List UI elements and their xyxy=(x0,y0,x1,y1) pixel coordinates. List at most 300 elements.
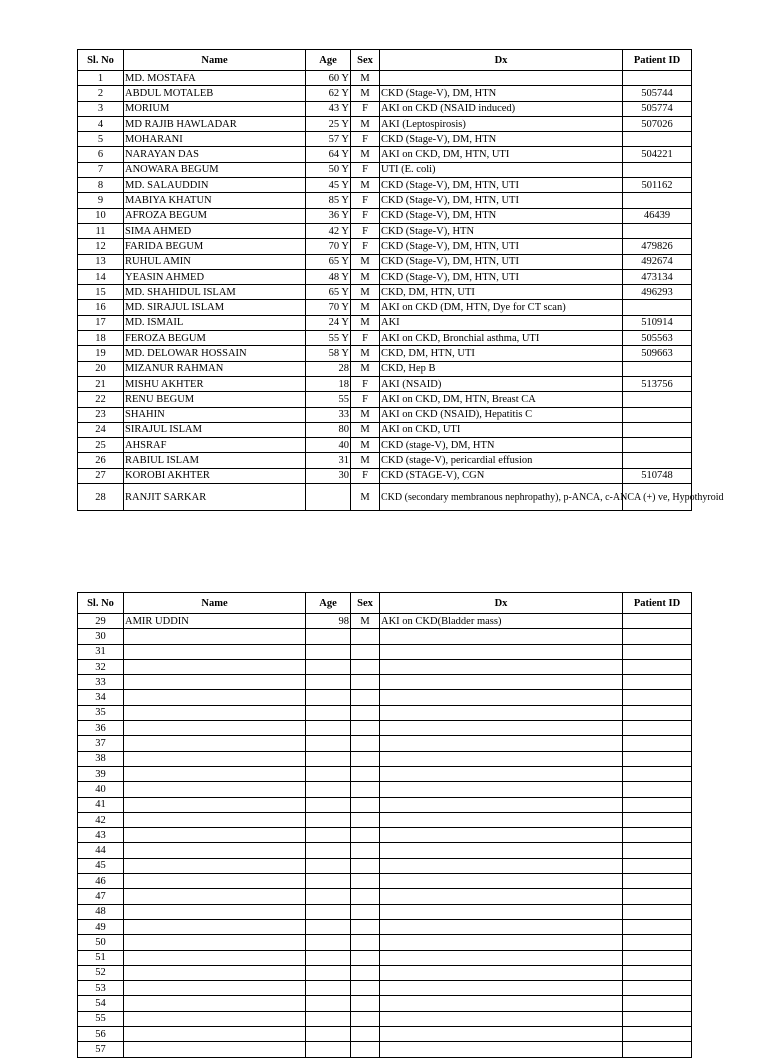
cell-age: 55 Y xyxy=(306,331,351,346)
cell-patient-id xyxy=(623,965,692,980)
cell-age xyxy=(306,950,351,965)
cell-dx xyxy=(380,874,623,889)
cell-sl-no: 6 xyxy=(78,147,124,162)
cell-age xyxy=(306,644,351,659)
cell-age: 64 Y xyxy=(306,147,351,162)
cell-name xyxy=(124,828,306,843)
table-row xyxy=(78,1027,692,1042)
table-row xyxy=(78,315,692,330)
cell-name: YEASIN AHMED xyxy=(124,269,306,284)
header-dx: Dx xyxy=(380,593,623,614)
cell-name: KOROBI AKHTER xyxy=(124,468,306,483)
cell-age: 65 Y xyxy=(306,285,351,300)
cell-age: 28 xyxy=(306,361,351,376)
header-dx: Dx xyxy=(380,50,623,71)
cell-patient-id xyxy=(623,950,692,965)
cell-sex: M xyxy=(351,407,380,422)
cell-sl-no: 4 xyxy=(78,116,124,131)
cell-name xyxy=(124,904,306,919)
cell-sl-no: 45 xyxy=(78,858,124,873)
cell-name xyxy=(124,812,306,827)
patient-table-2 xyxy=(77,592,692,1058)
cell-dx xyxy=(380,629,623,644)
cell-patient-id xyxy=(623,223,692,238)
cell-name xyxy=(124,766,306,781)
cell-dx xyxy=(380,1011,623,1026)
table-row xyxy=(78,904,692,919)
cell-name: AHSRAF xyxy=(124,438,306,453)
table-row xyxy=(78,889,692,904)
cell-patient-id xyxy=(623,675,692,690)
cell-name: SIMA AHMED xyxy=(124,223,306,238)
cell-dx xyxy=(380,965,623,980)
cell-dx: CKD (secondary membranous nephropathy), p-ANCA, c-ANCA (+) ve, Hypothyroid xyxy=(380,484,623,511)
header-name: Name xyxy=(124,50,306,71)
cell-dx xyxy=(380,996,623,1011)
cell-dx xyxy=(380,828,623,843)
cell-dx: AKI on CKD, Bronchial asthma, UTI xyxy=(380,331,623,346)
cell-age xyxy=(306,812,351,827)
cell-patient-id xyxy=(623,874,692,889)
table-row xyxy=(78,965,692,980)
cell-sex xyxy=(351,629,380,644)
cell-age xyxy=(306,874,351,889)
header-patient-id: Patient ID xyxy=(623,50,692,71)
cell-sex: M xyxy=(351,86,380,101)
cell-dx xyxy=(380,797,623,812)
cell-patient-id xyxy=(623,705,692,720)
cell-sl-no: 51 xyxy=(78,950,124,965)
cell-age: 58 Y xyxy=(306,346,351,361)
cell-sex: M xyxy=(351,438,380,453)
cell-age: 40 xyxy=(306,438,351,453)
cell-age: 25 Y xyxy=(306,116,351,131)
cell-dx xyxy=(380,659,623,674)
cell-patient-id: 510748 xyxy=(623,468,692,483)
cell-sl-no: 41 xyxy=(78,797,124,812)
cell-sl-no: 23 xyxy=(78,407,124,422)
table-row xyxy=(78,644,692,659)
table-row xyxy=(78,996,692,1011)
cell-sex xyxy=(351,935,380,950)
cell-sex: M xyxy=(351,422,380,437)
cell-age xyxy=(306,705,351,720)
cell-name xyxy=(124,874,306,889)
cell-patient-id xyxy=(623,629,692,644)
cell-name: NARAYAN DAS xyxy=(124,147,306,162)
cell-patient-id xyxy=(623,438,692,453)
cell-age: 42 Y xyxy=(306,223,351,238)
cell-dx: AKI on CKD, DM, HTN, UTI xyxy=(380,147,623,162)
header-age: Age xyxy=(306,50,351,71)
table-row xyxy=(78,935,692,950)
table-body-2 xyxy=(78,614,692,1058)
table-row xyxy=(78,751,692,766)
cell-patient-id xyxy=(623,614,692,629)
cell-name xyxy=(124,935,306,950)
cell-name xyxy=(124,782,306,797)
cell-name: RABIUL ISLAM xyxy=(124,453,306,468)
cell-sex: F xyxy=(351,208,380,223)
cell-age xyxy=(306,965,351,980)
cell-name xyxy=(124,858,306,873)
cell-patient-id xyxy=(623,644,692,659)
cell-age: 62 Y xyxy=(306,86,351,101)
cell-sex xyxy=(351,1011,380,1026)
table-body-1 xyxy=(78,71,724,511)
cell-patient-id xyxy=(623,736,692,751)
cell-patient-id xyxy=(623,843,692,858)
cell-patient-id: 505744 xyxy=(623,86,692,101)
cell-dx xyxy=(380,690,623,705)
cell-name xyxy=(124,797,306,812)
cell-sl-no: 28 xyxy=(78,484,124,511)
table-row xyxy=(78,269,692,284)
cell-patient-id xyxy=(623,828,692,843)
cell-name xyxy=(124,919,306,934)
cell-sl-no: 11 xyxy=(78,223,124,238)
cell-patient-id xyxy=(623,193,692,208)
cell-patient-id: 504221 xyxy=(623,147,692,162)
cell-name: RUHUL AMIN xyxy=(124,254,306,269)
table-row xyxy=(78,690,692,705)
table-header-row xyxy=(78,593,692,614)
table-row xyxy=(78,736,692,751)
cell-sex xyxy=(351,904,380,919)
cell-sl-no: 32 xyxy=(78,659,124,674)
cell-sl-no: 29 xyxy=(78,614,124,629)
cell-sex xyxy=(351,1027,380,1042)
cell-patient-id xyxy=(623,300,692,315)
cell-sl-no: 13 xyxy=(78,254,124,269)
cell-dx: CKD (Stage-V), DM, HTN, UTI xyxy=(380,178,623,193)
cell-name: SHAHIN xyxy=(124,407,306,422)
cell-dx xyxy=(380,644,623,659)
cell-dx xyxy=(380,904,623,919)
cell-age xyxy=(306,858,351,873)
table-row xyxy=(78,86,692,101)
cell-dx: AKI (NSAID) xyxy=(380,376,623,391)
table-row xyxy=(78,162,692,177)
table-row xyxy=(78,858,692,873)
cell-age: 60 Y xyxy=(306,71,351,86)
cell-dx: CKD (Stage-V), DM, HTN, UTI xyxy=(380,239,623,254)
table-row xyxy=(78,828,692,843)
cell-sex: F xyxy=(351,101,380,116)
cell-sl-no: 50 xyxy=(78,935,124,950)
header-age: Age xyxy=(306,593,351,614)
cell-name xyxy=(124,736,306,751)
cell-dx xyxy=(380,812,623,827)
cell-sl-no: 27 xyxy=(78,468,124,483)
table-row xyxy=(78,659,692,674)
cell-patient-id xyxy=(623,751,692,766)
cell-sex: F xyxy=(351,223,380,238)
cell-age xyxy=(306,981,351,996)
cell-sl-no: 55 xyxy=(78,1011,124,1026)
cell-name: ABDUL MOTALEB xyxy=(124,86,306,101)
cell-name xyxy=(124,981,306,996)
cell-sl-no: 39 xyxy=(78,766,124,781)
cell-sex xyxy=(351,690,380,705)
cell-dx: CKD (Stage-V), DM, HTN xyxy=(380,86,623,101)
cell-age xyxy=(306,659,351,674)
cell-dx: CKD, DM, HTN, UTI xyxy=(380,285,623,300)
cell-dx xyxy=(380,889,623,904)
cell-name: AFROZA BEGUM xyxy=(124,208,306,223)
cell-patient-id xyxy=(623,71,692,86)
cell-name: RANJIT SARKAR xyxy=(124,484,306,511)
cell-age xyxy=(306,782,351,797)
cell-dx xyxy=(380,1042,623,1057)
cell-dx xyxy=(380,751,623,766)
cell-patient-id xyxy=(623,935,692,950)
cell-dx: UTI (E. coli) xyxy=(380,162,623,177)
cell-sl-no: 49 xyxy=(78,919,124,934)
cell-sex xyxy=(351,919,380,934)
table-row xyxy=(78,346,692,361)
cell-name xyxy=(124,629,306,644)
cell-sl-no: 10 xyxy=(78,208,124,223)
cell-patient-id xyxy=(623,904,692,919)
cell-patient-id: 509663 xyxy=(623,346,692,361)
table-row xyxy=(78,950,692,965)
table-row xyxy=(78,361,692,376)
table-row xyxy=(78,392,692,407)
cell-patient-id xyxy=(623,453,692,468)
cell-sex: M xyxy=(351,484,380,511)
cell-sex xyxy=(351,874,380,889)
cell-dx xyxy=(380,935,623,950)
table-row xyxy=(78,438,692,453)
table-row xyxy=(78,484,692,511)
cell-name: MABIYA KHATUN xyxy=(124,193,306,208)
cell-sl-no: 42 xyxy=(78,812,124,827)
cell-sex xyxy=(351,1042,380,1057)
cell-dx: CKD, Hep B xyxy=(380,361,623,376)
cell-sex: M xyxy=(351,71,380,86)
table-row xyxy=(78,812,692,827)
cell-sl-no: 40 xyxy=(78,782,124,797)
cell-age: 50 Y xyxy=(306,162,351,177)
cell-sl-no: 16 xyxy=(78,300,124,315)
table-row xyxy=(78,300,692,315)
cell-sex: F xyxy=(351,331,380,346)
cell-dx: CKD (STAGE-V), CGN xyxy=(380,468,623,483)
cell-name xyxy=(124,659,306,674)
cell-dx: CKD (stage-V), pericardial effusion xyxy=(380,453,623,468)
header-patient-id: Patient ID xyxy=(623,593,692,614)
cell-dx: AKI on CKD, UTI xyxy=(380,422,623,437)
cell-name xyxy=(124,1011,306,1026)
cell-name xyxy=(124,644,306,659)
cell-age: 70 Y xyxy=(306,239,351,254)
cell-patient-id xyxy=(623,858,692,873)
cell-sl-no: 31 xyxy=(78,644,124,659)
cell-sl-no: 56 xyxy=(78,1027,124,1042)
cell-sl-no: 53 xyxy=(78,981,124,996)
table-row xyxy=(78,147,692,162)
cell-sex: F xyxy=(351,132,380,147)
cell-dx: AKI on CKD (NSAID induced) xyxy=(380,101,623,116)
header-name: Name xyxy=(124,593,306,614)
cell-dx: CKD (Stage-V), DM, HTN, UTI xyxy=(380,269,623,284)
cell-name: MISHU AKHTER xyxy=(124,376,306,391)
cell-dx: CKD (Stage-V), DM, HTN xyxy=(380,208,623,223)
cell-sl-no: 35 xyxy=(78,705,124,720)
cell-sl-no: 24 xyxy=(78,422,124,437)
cell-age: 98 xyxy=(306,614,351,629)
cell-sex: M xyxy=(351,269,380,284)
cell-name xyxy=(124,965,306,980)
cell-sl-no: 22 xyxy=(78,392,124,407)
table-row xyxy=(78,843,692,858)
table-row xyxy=(78,1042,692,1057)
cell-age: 80 xyxy=(306,422,351,437)
table-row xyxy=(78,407,692,422)
cell-name: AMIR UDDIN xyxy=(124,614,306,629)
cell-sl-no: 8 xyxy=(78,178,124,193)
cell-sl-no: 3 xyxy=(78,101,124,116)
cell-patient-id xyxy=(623,721,692,736)
cell-age xyxy=(306,675,351,690)
cell-name xyxy=(124,889,306,904)
cell-sex xyxy=(351,644,380,659)
cell-age: 57 Y xyxy=(306,132,351,147)
table-row xyxy=(78,331,692,346)
cell-dx: CKD (Stage-V), DM, HTN, UTI xyxy=(380,254,623,269)
cell-dx xyxy=(380,843,623,858)
cell-patient-id xyxy=(623,407,692,422)
cell-sex: F xyxy=(351,162,380,177)
cell-dx xyxy=(380,981,623,996)
cell-sl-no: 43 xyxy=(78,828,124,843)
cell-sl-no: 17 xyxy=(78,315,124,330)
cell-patient-id xyxy=(623,919,692,934)
table-row xyxy=(78,874,692,889)
cell-dx xyxy=(380,721,623,736)
cell-sex: M xyxy=(351,116,380,131)
table-header-row xyxy=(78,50,692,71)
cell-patient-id xyxy=(623,812,692,827)
cell-dx xyxy=(380,736,623,751)
cell-sl-no: 1 xyxy=(78,71,124,86)
cell-patient-id xyxy=(623,392,692,407)
cell-name xyxy=(124,721,306,736)
table-row xyxy=(78,453,692,468)
table-row xyxy=(78,422,692,437)
cell-age: 24 Y xyxy=(306,315,351,330)
cell-patient-id xyxy=(623,797,692,812)
cell-sex: M xyxy=(351,254,380,269)
cell-name: FEROZA BEGUM xyxy=(124,331,306,346)
cell-sex xyxy=(351,965,380,980)
cell-sl-no: 37 xyxy=(78,736,124,751)
table-row xyxy=(78,101,692,116)
cell-patient-id xyxy=(623,889,692,904)
cell-sl-no: 44 xyxy=(78,843,124,858)
cell-patient-id xyxy=(623,782,692,797)
cell-sl-no: 18 xyxy=(78,331,124,346)
cell-age xyxy=(306,797,351,812)
cell-patient-id xyxy=(623,162,692,177)
cell-sex xyxy=(351,705,380,720)
cell-age: 33 xyxy=(306,407,351,422)
cell-sex: F xyxy=(351,392,380,407)
cell-age xyxy=(306,919,351,934)
table-row xyxy=(78,223,692,238)
cell-dx: AKI on CKD (NSAID), Hepatitis C xyxy=(380,407,623,422)
cell-sex xyxy=(351,950,380,965)
cell-name: MD. ISMAIL xyxy=(124,315,306,330)
table-row xyxy=(78,254,692,269)
cell-name: SIRAJUL ISLAM xyxy=(124,422,306,437)
cell-dx: CKD (stage-V), DM, HTN xyxy=(380,438,623,453)
cell-patient-id: 473134 xyxy=(623,269,692,284)
cell-patient-id: 513756 xyxy=(623,376,692,391)
cell-age: 55 xyxy=(306,392,351,407)
cell-sl-no: 5 xyxy=(78,132,124,147)
cell-sex xyxy=(351,843,380,858)
cell-name: MD. SIRAJUL ISLAM xyxy=(124,300,306,315)
cell-dx: CKD (Stage-V), DM, HTN, UTI xyxy=(380,193,623,208)
cell-sex: M xyxy=(351,361,380,376)
cell-patient-id: 510914 xyxy=(623,315,692,330)
table-row xyxy=(78,614,692,629)
cell-patient-id xyxy=(623,996,692,1011)
cell-sex xyxy=(351,797,380,812)
table-row xyxy=(78,178,692,193)
cell-sex xyxy=(351,766,380,781)
cell-sex: F xyxy=(351,193,380,208)
cell-name: MOHARANI xyxy=(124,132,306,147)
cell-sex: M xyxy=(351,285,380,300)
cell-name xyxy=(124,751,306,766)
cell-patient-id xyxy=(623,981,692,996)
cell-age xyxy=(306,766,351,781)
cell-sl-no: 33 xyxy=(78,675,124,690)
table-row xyxy=(78,797,692,812)
cell-dx: AKI on CKD, DM, HTN, Breast CA xyxy=(380,392,623,407)
cell-sex: F xyxy=(351,239,380,254)
cell-dx xyxy=(380,766,623,781)
cell-name xyxy=(124,1042,306,1057)
cell-name: MD. SALAUDDIN xyxy=(124,178,306,193)
cell-name xyxy=(124,996,306,1011)
cell-name: MD. SHAHIDUL ISLAM xyxy=(124,285,306,300)
cell-age xyxy=(306,889,351,904)
cell-patient-id: 505774 xyxy=(623,101,692,116)
cell-patient-id xyxy=(623,659,692,674)
table-row xyxy=(78,208,692,223)
cell-sex: F xyxy=(351,376,380,391)
table-row xyxy=(78,766,692,781)
cell-age xyxy=(306,904,351,919)
cell-age xyxy=(306,629,351,644)
cell-age xyxy=(306,690,351,705)
cell-sex: M xyxy=(351,147,380,162)
cell-patient-id: 496293 xyxy=(623,285,692,300)
cell-age: 45 Y xyxy=(306,178,351,193)
cell-age xyxy=(306,751,351,766)
cell-name: MIZANUR RAHMAN xyxy=(124,361,306,376)
cell-name xyxy=(124,705,306,720)
cell-age xyxy=(306,1011,351,1026)
cell-age: 65 Y xyxy=(306,254,351,269)
cell-sex: M xyxy=(351,178,380,193)
cell-sl-no: 7 xyxy=(78,162,124,177)
cell-dx: CKD, DM, HTN, UTI xyxy=(380,346,623,361)
